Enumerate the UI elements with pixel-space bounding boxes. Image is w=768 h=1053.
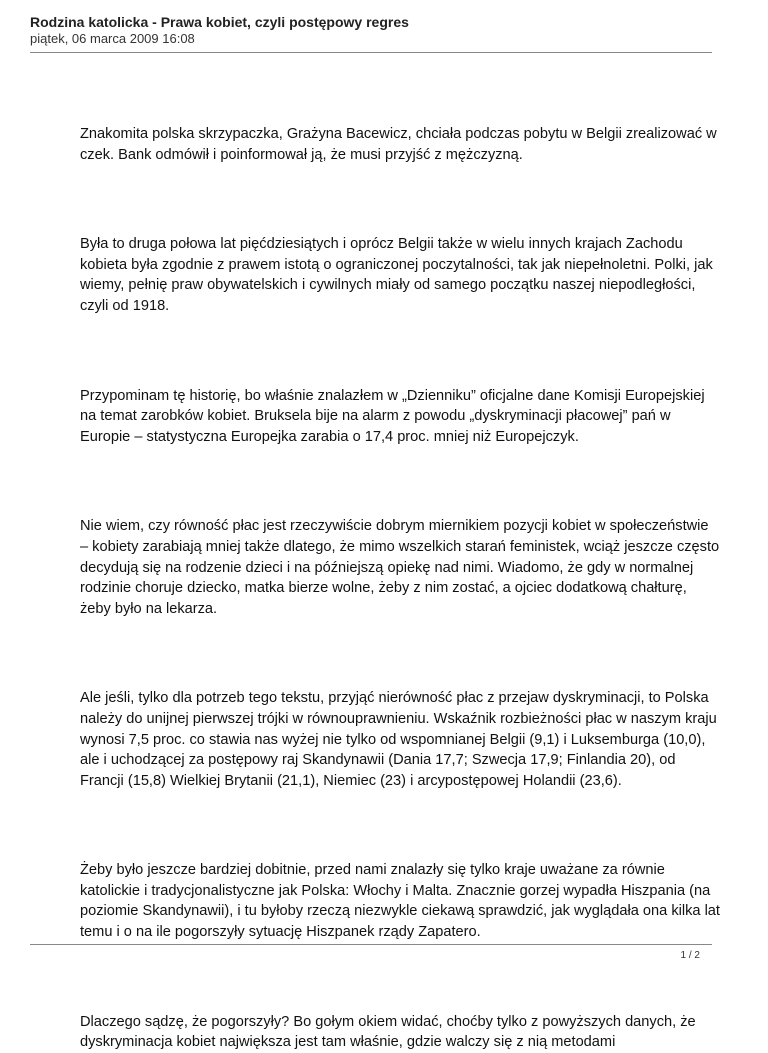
article-paragraph: Przypominam tę historię, bo właśnie znalazłem w „Dzienniku” oficjalne dane Komisji Europejskiej na temat zarobków kobiet. Bruksela bije na alarm z powodu „dyskryminacji płacowej” pań w Europie – statystyczna Europejka zarabia o 17,4 proc. mniej niż Europejczyk. <box>80 387 705 445</box>
article-paragraph: Ale jeśli, tylko dla potrzeb tego tekstu, przyjąć nierówność płac z przejaw dyskryminacji, to Polska należy do unijnej pierwszej trójki w równouprawnieniu. Wskaźnik rozbieżności płac w naszym kraju wynosi 7,5 proc. co stawia nas wyżej nie tylko od wspomnianej Belgii (9,1) i Luksemburga (10,0), ale i uchodzącej za postępowy raj Skandynawii (Dania 17,7; Szwecja 17,9; Finlandia 20), od Francji (15,8) Wielkiej Brytanii (21,1), Niemiec (23) i arcypostępowej Holandii (23,6). <box>80 690 717 789</box>
document-header <box>30 14 712 47</box>
article-paragraph: Była to druga połowa lat pięćdziesiątych i oprócz Belgii także w wielu innych krajach Zachodu kobieta była zgodnie z prawem istotą o ograniczonej poczytalności, tak jak niepełnoletni. Polki, jak wiemy, pełnię praw obywatelskich i cywilnych miały od samego początku naszej niepodległości, czyli od 1918. <box>80 236 713 314</box>
article-paragraph: Dlaczego sądzę, że pogorszyły? Bo gołym okiem widać, choćby tylko z powyższych danych, że dyskryminacja kobiet największa jest tam właśnie, gdzie walczy się z nią metodami <box>80 1013 696 1051</box>
article-paragraph: Znakomita polska skrzypaczka, Grażyna Bacewicz, chciała podczas pobytu w Belgii zrealizować w czek. Bank odmówił i poinformował ją, że musi przyjść z mężczyzną. <box>80 126 717 163</box>
page-number: 1 / 2 <box>680 950 700 961</box>
footer-divider <box>30 944 712 945</box>
article-date: piątek, 06 marca 2009 16:08 <box>30 31 195 46</box>
header-divider <box>30 52 712 53</box>
article-paragraph: Żeby było jeszcze bardziej dobitnie, przed nami znalazły się tylko kraje uważane za równie katolickie i tradycjonalistyczne jak Polska: Włochy i Malta. Znacznie gorzej wypadła Hiszpania (na poziomie Skandynawii), i tu byłoby rzeczą niezwykle ciekawą sprawdzić, jak wyglądała ona kilka lat temu i o na ile pogorszyły sytuację Hiszpanek rządy Zapatero. <box>80 862 720 941</box>
article-paragraph: Nie wiem, czy równość płac jest rzeczywiście dobrym miernikiem pozycji kobiet w społeczeństwie – kobiety zarabiają mniej także dlatego, że mimo wszelkich starań feministek, wciąż jeszcze często decydują się na rodzenie dzieci i na późniejszą opiekę nad nimi. Wiadomo, że gdy w normalnej rodzinie choruje dziecko, matka bierze wolne, żeby z nim zostać, a ojciec dodatkową chałturę, żeby było na lekarza. <box>80 518 720 617</box>
article-body <box>80 124 720 1053</box>
article-title: Rodzina katolicka - Prawa kobiet, czyli postępowy regres <box>30 14 409 30</box>
